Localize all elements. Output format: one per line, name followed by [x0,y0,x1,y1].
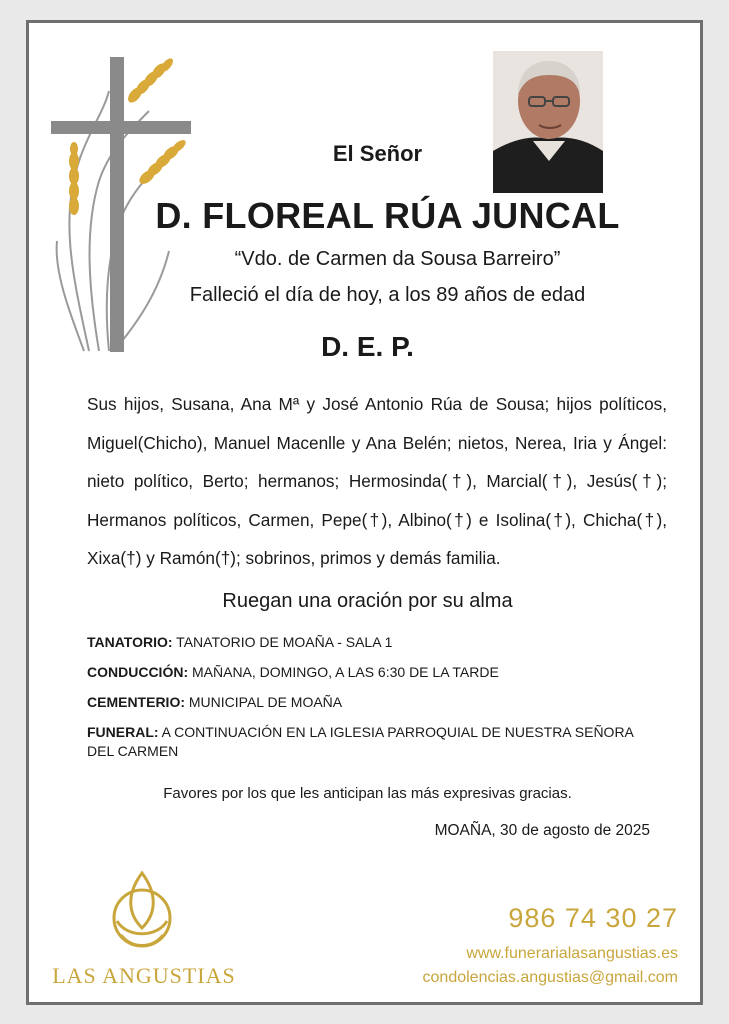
las-angustias-logo-icon [47,863,237,963]
deceased-name: D. FLOREAL RÚA JUNCAL [155,195,620,236]
company-email[interactable]: condolencias.angustias@gmail.com [422,969,678,986]
obituary-card [26,20,703,1005]
detail-cementerio: CEMENTERIO: MUNICIPAL DE MOAÑA [87,694,343,710]
detail-tanatorio: TANATORIO: TANATORIO DE MOAÑA - SALA 1 [87,634,393,650]
prayer-request: Ruegan una oración por su alma [222,590,513,612]
death-notice: Falleció el día de hoy, a los 89 años de edad [189,284,586,306]
service-details [87,633,647,772]
honorific: El Señor [332,141,423,166]
company-website[interactable]: www.funerarialasangustias.es [466,945,678,962]
family-list: Sus hijos, Susana, Ana Mª y José Antonio Rúa de Sousa; hijos políticos, Miguel(Chicho), Manuel Macenlle y Ana Belén; nietos, Nerea, Iria y Ángel: nieto político, Berto; hermanos; Hermosinda(†), Marcial(†), Jesús(†); Hermanos políticos, Carmen, Pepe(†), Albino(†) e Isolina(†), Chicha(†), Xixa(†) y Ramón(†); sobrinos, primos y demás familia. [87,394,667,568]
widower-note: “Vdo. de Carmen da Sousa Barreiro” [234,248,561,270]
detail-conduccion: CONDUCCIÓN: MAÑANA, DOMINGO, A LAS 6:30 DE LA TARDE [87,664,499,680]
place-date: MOAÑA, 30 de agosto de 2025 [434,822,650,839]
company-phone[interactable]: 986 74 30 27 [508,903,678,933]
company-name: LAS ANGUSTIAS [52,963,236,988]
thanks-note: Favores por los que les anticipan las más expresivas gracias. [163,785,572,802]
detail-funeral: FUNERAL: A CONTINUACIÓN EN LA IGLESIA PARROQUIAL DE NUESTRA SEÑORA DEL CARMEN [87,724,634,759]
deceased-photo [493,51,603,193]
rip-heading: D. E. P. [321,331,414,362]
